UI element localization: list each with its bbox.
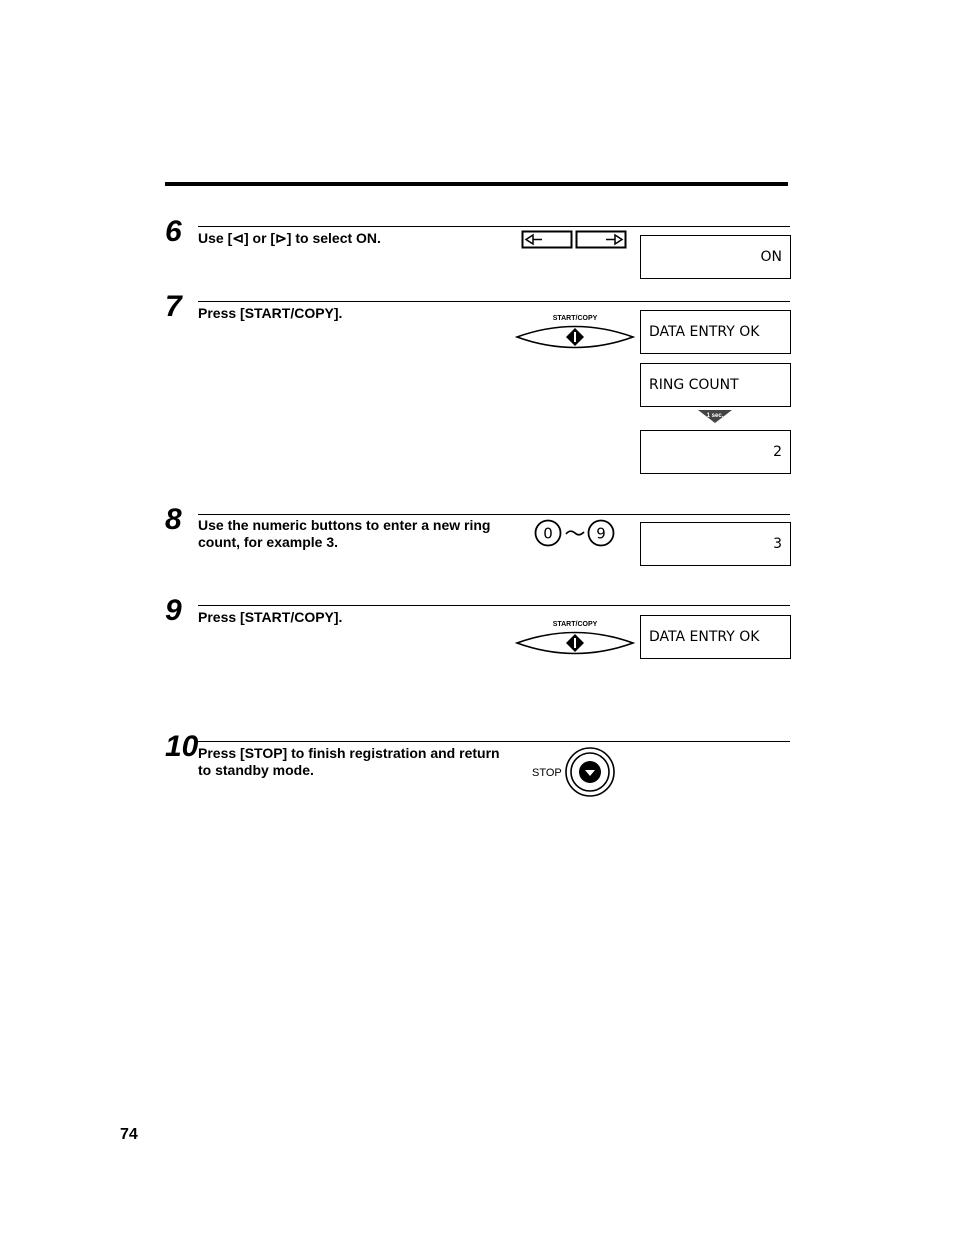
- arrow-caption: 1 sec.: [706, 413, 724, 419]
- step-rule: [198, 226, 790, 227]
- step-instruction: Use the numeric buttons to enter a new ring count, for example 3.: [198, 517, 491, 550]
- lcd-display: [640, 310, 791, 354]
- lcd-display: [640, 363, 791, 407]
- start-copy-label: START/COPY: [552, 315, 598, 322]
- lcd-text: DATA ENTRY OK: [649, 324, 760, 340]
- lcd-display: [640, 235, 791, 279]
- lcd-display: [640, 430, 791, 474]
- arrow-buttons-illustration: [521, 230, 629, 250]
- step-number: 9: [165, 594, 182, 627]
- step-instruction: Use [⊲] or [⊳] to select ON.: [198, 230, 381, 246]
- step-number: 8: [165, 503, 182, 536]
- stop-button-illustration: [530, 746, 620, 798]
- lcd-text: ON: [760, 249, 782, 265]
- step-instruction: Press [START/COPY].: [198, 609, 343, 625]
- numeric-keys-illustration: [533, 518, 617, 548]
- step-instruction: Press [STOP] to finish registration and return to standby mode.: [198, 745, 500, 778]
- lcd-text: RING COUNT: [649, 377, 739, 393]
- step-rule: [198, 605, 790, 606]
- key-from-label: 0: [543, 524, 553, 543]
- step-instruction: Press [START/COPY].: [198, 305, 343, 321]
- lcd-text: 2: [773, 444, 782, 460]
- range-tilde-icon: [566, 531, 584, 535]
- left-arrow-button-icon: [523, 232, 572, 248]
- step-number: 10: [165, 730, 199, 763]
- start-copy-button-illustration: [515, 312, 635, 354]
- lcd-display: [640, 615, 791, 659]
- stop-octagon-icon: [579, 761, 601, 783]
- key-9-icon: [589, 521, 614, 546]
- step-number: 6: [165, 215, 182, 248]
- key-to-label: 9: [596, 524, 606, 543]
- one-second-arrow-icon: [696, 408, 734, 424]
- step-rule: [198, 514, 790, 515]
- right-arrow-button-icon: [577, 232, 626, 248]
- page-number: 74: [120, 1126, 138, 1143]
- header-rule: [165, 182, 788, 186]
- step-rule: [198, 301, 790, 302]
- start-copy-button-illustration: [515, 618, 635, 660]
- key-0-icon: [536, 521, 561, 546]
- stop-label: STOP: [532, 767, 562, 779]
- start-copy-label: START/COPY: [552, 621, 598, 628]
- lcd-text: 3: [773, 536, 782, 552]
- step-rule: [198, 741, 790, 742]
- step-number: 7: [165, 290, 182, 323]
- lcd-text: DATA ENTRY OK: [649, 629, 760, 645]
- lcd-display: [640, 522, 791, 566]
